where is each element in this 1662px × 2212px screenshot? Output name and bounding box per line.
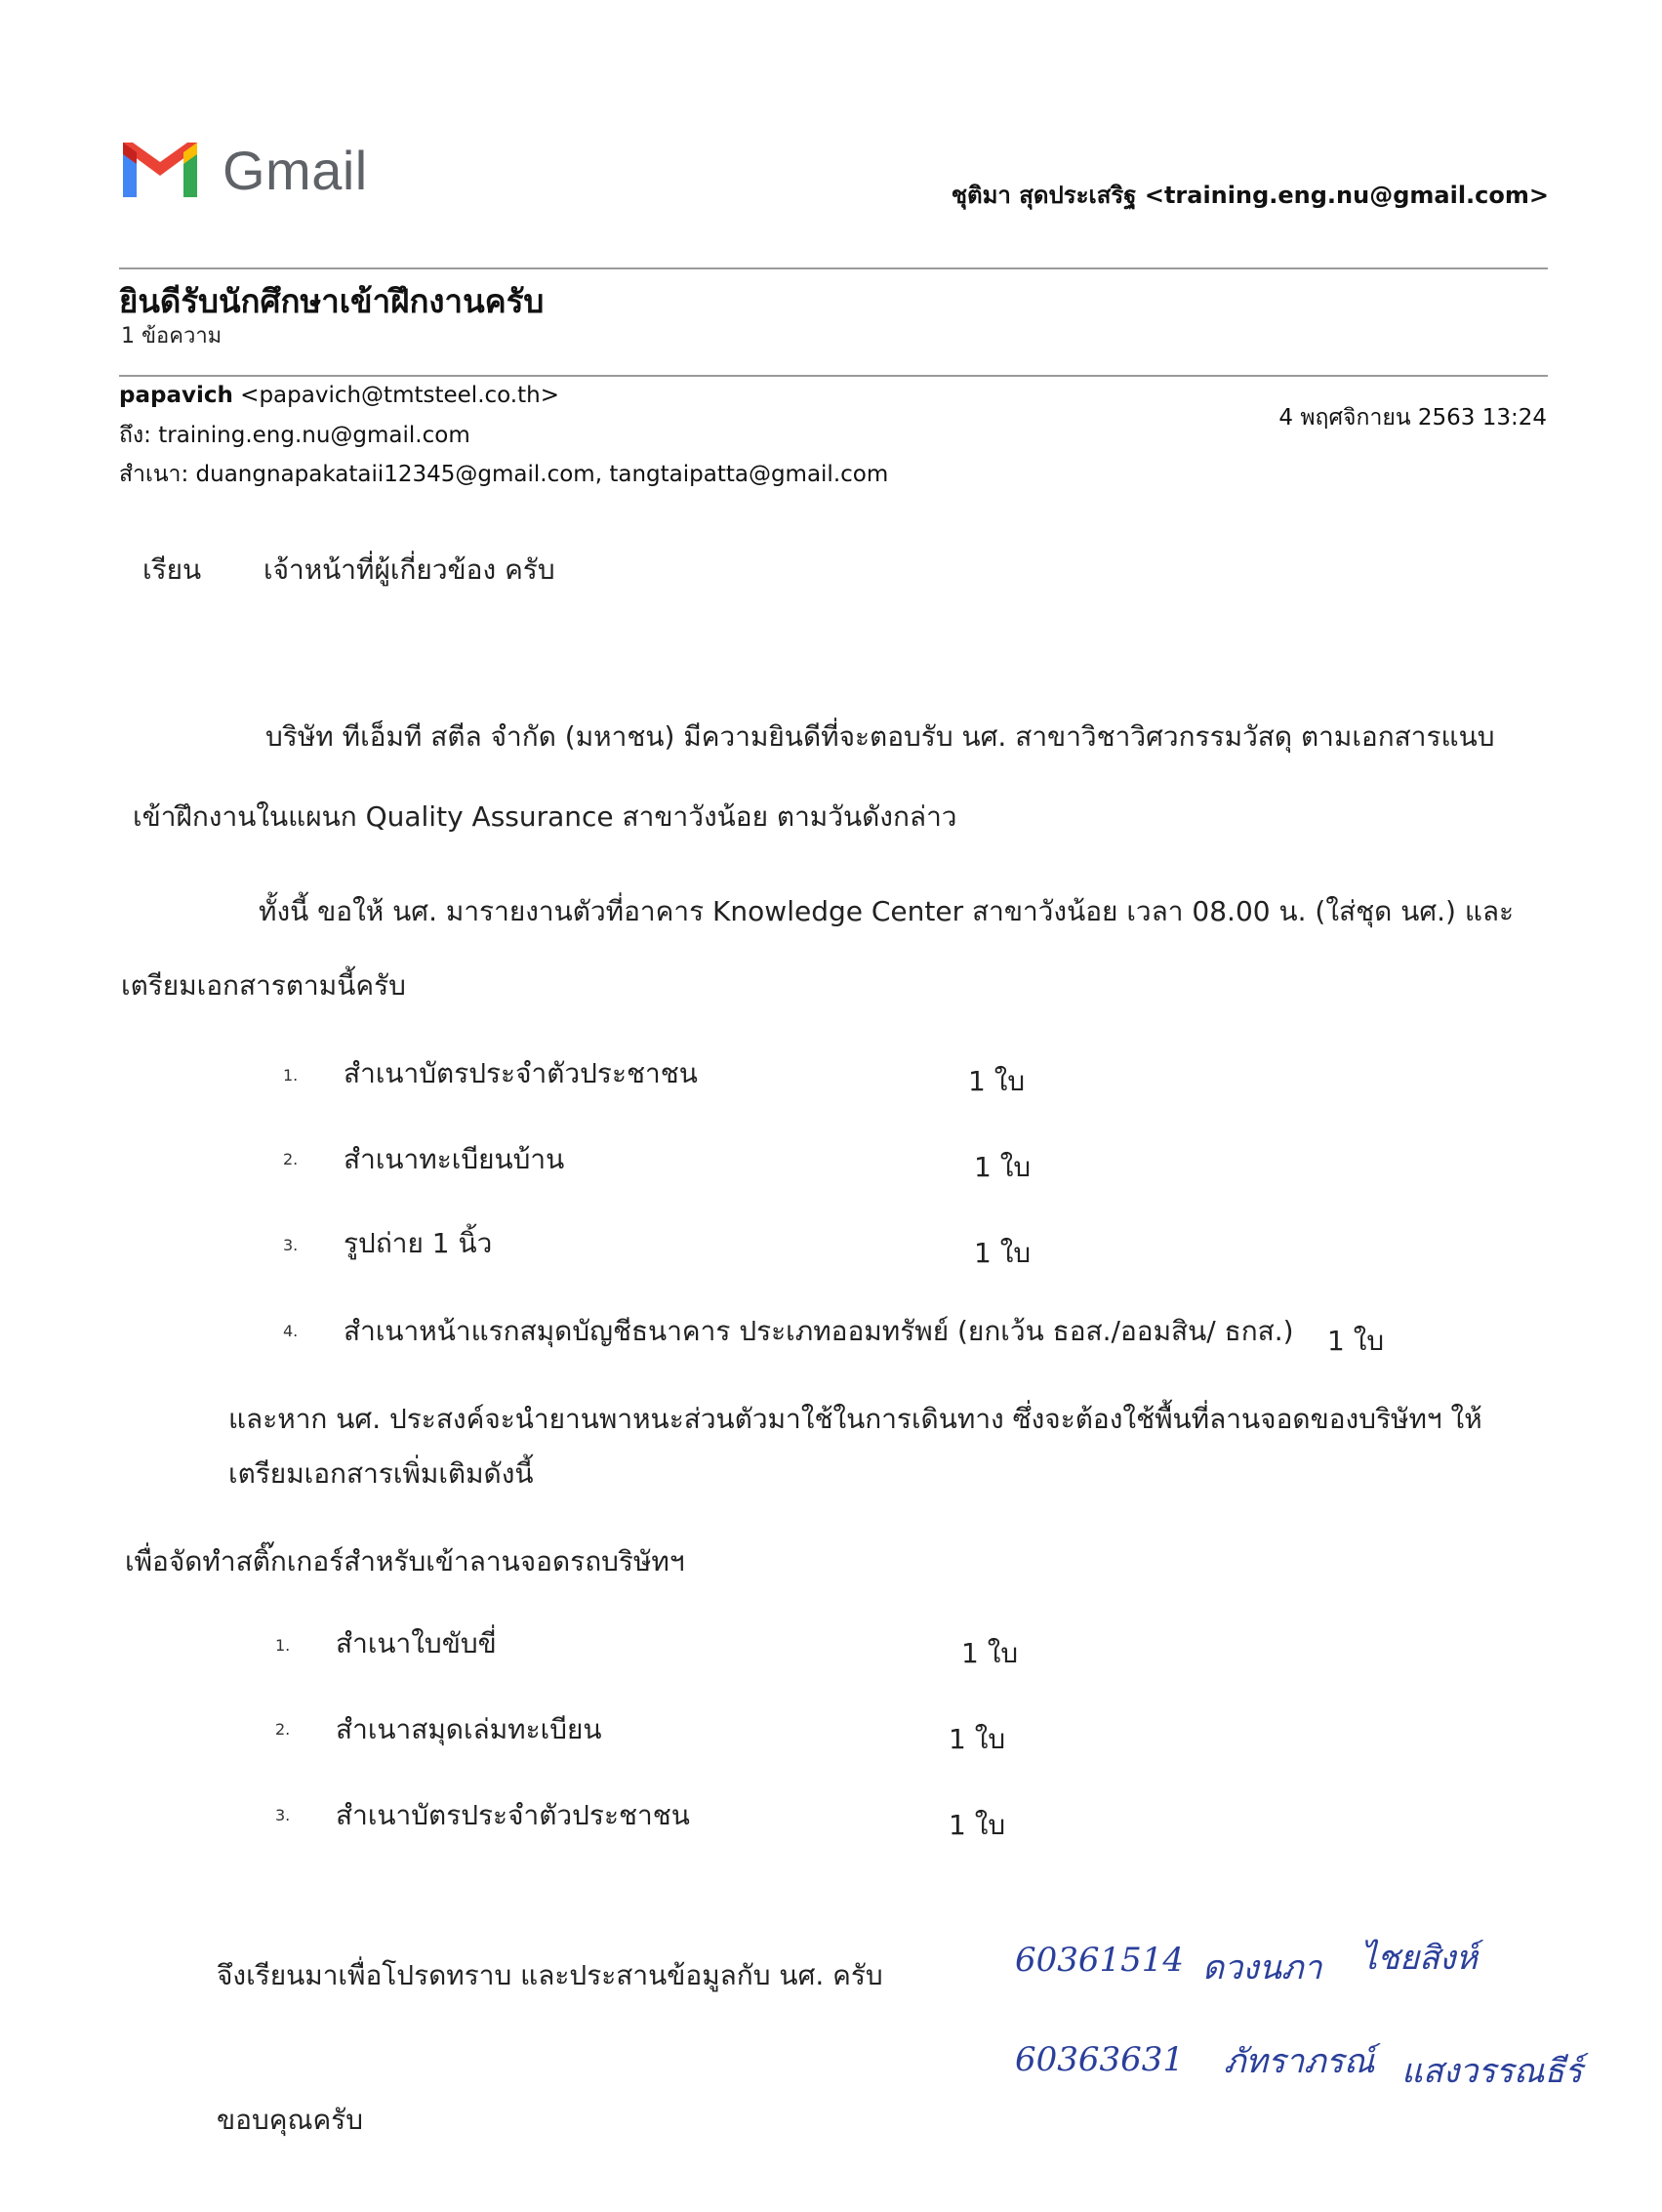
- list-item-number: 1.: [283, 1066, 299, 1085]
- paragraph-3-line-1: และหาก นศ. ประสงค์จะนำยานพาหนะส่วนตัวมาใช้ในการเดินทาง ซึ่งจะต้องใช้พื้นที่ลานจอดของบริษัทฯ ให้: [228, 1403, 1482, 1435]
- salutation-label: เรียน: [142, 553, 202, 586]
- list-item-quantity: 1 ใบ: [1327, 1325, 1385, 1357]
- recipient-cc: สำเนา: duangnapakataii12345@gmail.com, tangtaipatta@gmail.com: [119, 462, 889, 487]
- list-item-number: 3.: [275, 1806, 291, 1824]
- list-item-quantity: 1 ใบ: [968, 1065, 1026, 1097]
- paragraph-1-line-1: บริษัท ทีเอ็มที สตีล จำกัด (มหาชน) มีความยินดีที่จะตอบรับ นศ. สาขาวิชาวิศวกรรมวัสดุ ตามเอกสารแนบ: [265, 720, 1495, 753]
- salutation-recipient: เจ้าหน้าที่ผู้เกี่ยวข้อง ครับ: [263, 553, 555, 586]
- paragraph-3-line-2: เตรียมเอกสารเพิ่มเติมดังนี้: [228, 1457, 534, 1490]
- account-name: ชุติมา สุดประเสริฐ <training.eng.nu@gmail.com>: [951, 182, 1549, 209]
- list-item: รูปถ่าย 1 นิ้ว: [344, 1227, 493, 1259]
- list-item-number: 1.: [275, 1636, 291, 1655]
- paragraph-4: เพื่อจัดทำสติ๊กเกอร์สำหรับเข้าลานจอดรถบริษัทฯ: [125, 1545, 685, 1577]
- gmail-wordmark: Gmail: [223, 139, 368, 201]
- list-item-number: 4.: [283, 1322, 299, 1340]
- paragraph-2-line-1: ทั้งนี้ ขอให้ นศ. มารายงานตัวที่อาคาร Knowledge Center สาขาวังน้อย เวลา 08.00 น. (ใส่ชุด นศ.) และ: [259, 895, 1515, 927]
- closing-line: จึงเรียนมาเพื่อโปรดทราบ และประสานข้อมูลกับ นศ. ครับ: [217, 1959, 883, 1991]
- list-item-quantity: 1 ใบ: [949, 1809, 1006, 1841]
- list-item: สำเนาบัตรประจำตัวประชาชน: [336, 1799, 690, 1831]
- paragraph-2-line-2: เตรียมเอกสารตามนี้ครับ: [121, 969, 406, 1002]
- list-item-quantity: 1 ใบ: [974, 1237, 1032, 1269]
- message-date: 4 พฤศจิกายน 2563 13:24: [1278, 405, 1547, 430]
- list-item: สำเนาสมุดเล่มทะเบียน: [336, 1713, 602, 1745]
- handwritten-student-id: 60361514: [1015, 1941, 1185, 1980]
- recipient-to: ถึง: training.eng.nu@gmail.com: [119, 423, 470, 448]
- subject-divider: [119, 375, 1548, 377]
- gmail-m-icon: [119, 139, 201, 201]
- list-item-number: 2.: [275, 1720, 291, 1739]
- list-item: สำเนาหน้าแรกสมุดบัญชีธนาคาร ประเภทออมทรัพย์ (ยกเว้น ธอส./ออมสิน/ ธกส.): [344, 1315, 1294, 1347]
- message-count: 1 ข้อความ: [121, 324, 223, 348]
- list-item-quantity: 1 ใบ: [974, 1151, 1032, 1183]
- handwritten-first-name: ดวงนภา: [1202, 1948, 1322, 1987]
- gmail-logo[interactable]: [119, 135, 368, 205]
- list-item: สำเนาทะเบียนบ้าน: [344, 1143, 565, 1175]
- paragraph-1-line-2: เข้าฝึกงานในแผนก Quality Assurance สาขาวังน้อย ตามวันดังกล่าว: [133, 800, 957, 833]
- sender-line: [119, 383, 559, 408]
- list-item-number: 2.: [283, 1150, 299, 1168]
- sender-name: papavich: [119, 383, 233, 408]
- handwritten-first-name: ภัทราภรณ์: [1224, 2042, 1375, 2081]
- header-divider: [119, 267, 1548, 269]
- handwritten-last-name: ไชยสิงห์: [1360, 1939, 1478, 1978]
- list-item: สำเนาใบขับขี่: [336, 1627, 497, 1659]
- list-item-quantity: 1 ใบ: [961, 1637, 1019, 1669]
- list-item: สำเนาบัตรประจำตัวประชาชน: [344, 1057, 698, 1089]
- thanks-line: ขอบคุณครับ: [217, 2104, 363, 2136]
- email-subject: ยินดีรับนักศึกษาเข้าฝึกงานครับ: [119, 282, 545, 320]
- list-item-quantity: 1 ใบ: [949, 1723, 1006, 1755]
- handwritten-last-name: แสงวรรณธีร์: [1401, 2052, 1583, 2091]
- handwritten-student-id: 60363631: [1015, 2040, 1185, 2079]
- sender-email: <papavich@tmtsteel.co.th>: [240, 383, 559, 408]
- list-item-number: 3.: [283, 1236, 299, 1254]
